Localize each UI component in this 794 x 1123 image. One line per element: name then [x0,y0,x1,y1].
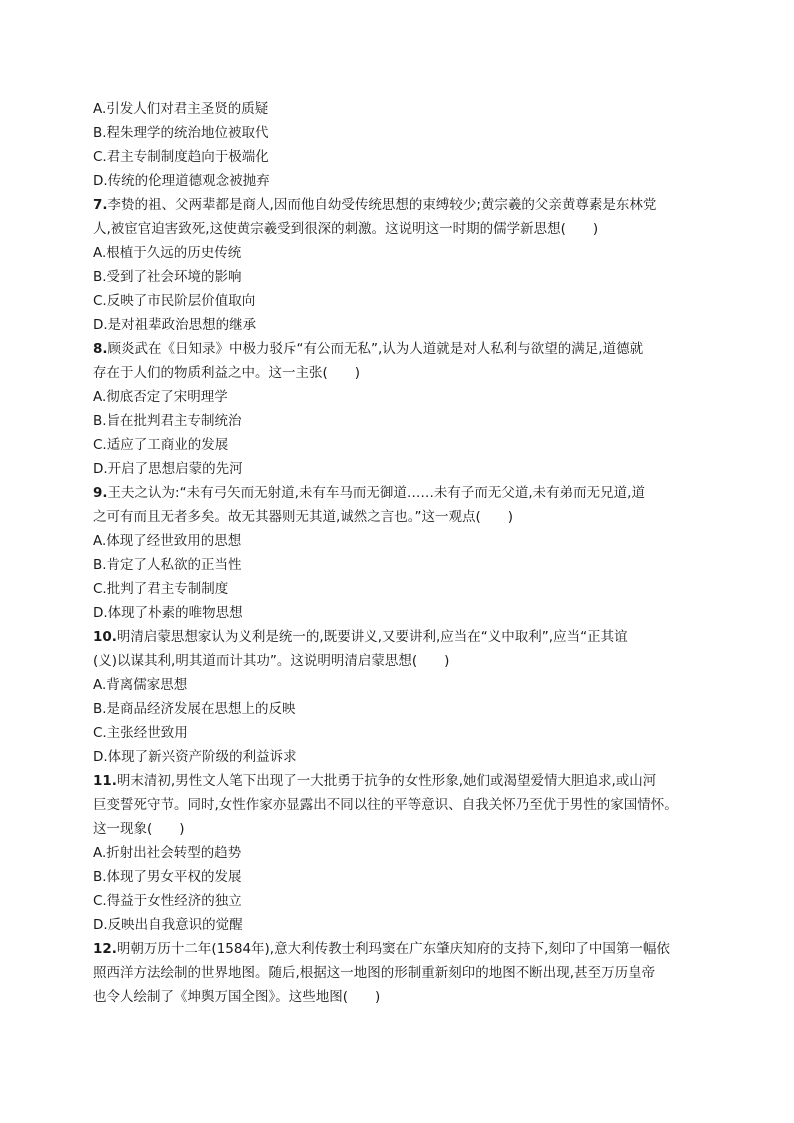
question-stem-line: 12.明朝万历十二年(1584年),意大利传教士利玛窦在广东肇庆知府的支持下,刻印了中国第一幅依 [93,941,670,957]
question-stem-line: 存在于人们的物质利益之中。这一主张( ) [93,365,361,381]
question-stem-line: 巨变誓死守节。同时,女性作家亦显露出不同以往的平等意识、自我关怀乃至优于男性的家国情怀。 [93,797,678,813]
option-a: A.根植于久远的历史传统 [93,245,242,261]
option-b: B.旨在批判君主专制统治 [93,413,242,429]
question-6-options [93,97,713,193]
question-stem-line: 8.顾炎武在《日知录》中极力驳斥“有公而无私”,认为人道就是对人私利与欲望的满足,道德就 [93,341,644,357]
question-12 [93,937,713,1009]
option-d: D.体现了新兴资产阶级的利益诉求 [93,749,297,765]
option-a: A.引发人们对君主圣贤的质疑 [93,101,269,117]
option-d: D.传统的伦理道德观念被抛弃 [93,173,270,189]
question-stem-line: 也令人绘制了《坤舆万国全图》。这些地图( ) [93,989,381,1005]
option-b: B.肯定了人私欲的正当性 [93,557,242,573]
question-9 [93,481,713,625]
question-number: 8. [93,341,108,357]
question-stem-line: 7.李贽的祖、父两辈都是商人,因而他自幼受传统思想的束缚较少;黄宗羲的父亲黄尊素是东林党 [93,197,657,213]
question-stem-line: 这一现象( ) [93,821,185,837]
question-stem-line: 人,被宦官迫害致死,这使黄宗羲受到很深的刺激。这说明这一时期的儒学新思想( ) [93,221,599,237]
option-c: C.批判了君主专制制度 [93,581,229,597]
question-list [93,97,713,1009]
question-stem-line: (义)以谋其利,明其道而计其功”。这说明明清启蒙思想( ) [93,653,450,669]
question-stem-line: 9.王夫之认为:“未有弓矢而无射道,未有车马而无御道……未有子而无父道,未有弟而无兄道,道 [93,485,645,501]
option-c: C.主张经世致用 [93,725,188,741]
option-c: C.反映了市民阶层价值取向 [93,293,256,309]
question-stem-line: 照西洋方法绘制的世界地图。随后,根据这一地图的形制重新刻印的地图不断出现,甚至万历皇帝 [93,965,656,981]
option-d: D.反映出自我意识的觉醒 [93,917,243,933]
question-number: 12. [93,941,117,957]
option-d: D.开启了思想启蒙的先河 [93,461,243,477]
question-number: 10. [93,629,117,645]
option-c: C.君主专制制度趋向于极端化 [93,149,269,165]
question-number: 9. [93,485,108,501]
option-d: D.体现了朴素的唯物思想 [93,605,243,621]
option-a: A.背离儒家思想 [93,677,188,693]
question-11 [93,769,713,937]
option-a: A.体现了经世致用的思想 [93,533,242,549]
question-stem-line: 之可有而且无者多矣。故无其器则无其道,诚然之言也。”这一观点( ) [93,509,514,525]
question-10 [93,625,713,769]
option-c: C.得益于女性经济的独立 [93,893,242,909]
question-number: 7. [93,197,108,213]
question-stem-line: 11.明末清初,男性文人笔下出现了一大批勇于抗争的女性形象,她们或渴望爱情大胆追求,或山河 [93,773,657,789]
option-d: D.是对祖辈政治思想的继承 [93,317,257,333]
option-b: B.是商品经济发展在思想上的反映 [93,701,296,717]
option-a: A.折射出社会转型的趋势 [93,845,242,861]
question-number: 11. [93,773,117,789]
option-b: B.受到了社会环境的影响 [93,269,242,285]
option-b: B.体现了男女平权的发展 [93,869,242,885]
question-8 [93,337,713,481]
option-b: B.程朱理学的统治地位被取代 [93,125,269,141]
question-7 [93,193,713,337]
option-c: C.适应了工商业的发展 [93,437,229,453]
question-stem-line: 10.明清启蒙思想家认为义利是统一的,既要讲义,又要讲利,应当在“义中取利”,应当“正其谊 [93,629,628,645]
option-a: A.彻底否定了宋明理学 [93,389,228,405]
